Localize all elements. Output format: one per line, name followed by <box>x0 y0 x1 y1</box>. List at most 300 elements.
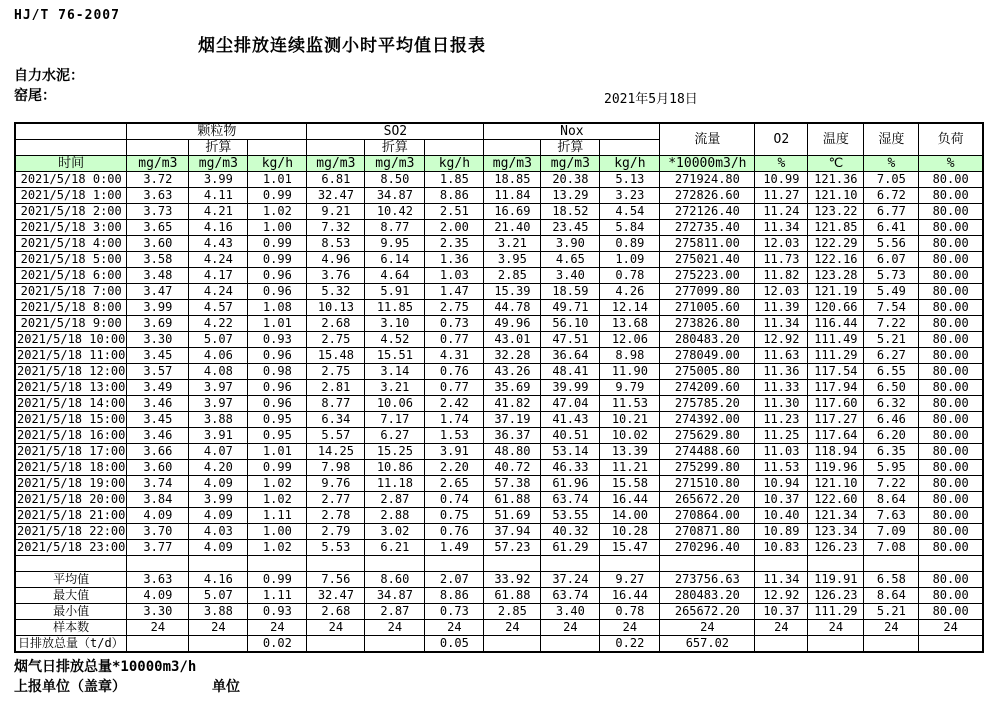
data-cell: 270871.80 <box>660 524 755 540</box>
empty-cell <box>484 556 541 572</box>
summary-value-cell: 8.86 <box>425 588 484 604</box>
data-cell: 121.34 <box>808 508 864 524</box>
summary-value-cell: 37.24 <box>541 572 600 588</box>
data-cell: 11.36 <box>755 364 808 380</box>
data-cell: 126.23 <box>808 540 864 556</box>
data-cell: 8.53 <box>307 236 365 252</box>
data-cell: 4.26 <box>600 284 660 300</box>
table-row <box>15 540 983 556</box>
data-cell: 10.89 <box>755 524 808 540</box>
data-cell: 80.00 <box>919 332 983 348</box>
blank-cell <box>600 140 660 156</box>
empty-cell <box>541 556 600 572</box>
data-cell: 32.47 <box>307 188 365 204</box>
data-cell: 3.57 <box>127 364 189 380</box>
data-cell: 3.47 <box>127 284 189 300</box>
summary-value-cell: 1.11 <box>248 588 307 604</box>
summary-value-cell: 24 <box>919 620 983 636</box>
summary-value-cell: 0.02 <box>248 636 307 653</box>
data-cell: 3.76 <box>307 268 365 284</box>
blank-cell <box>307 140 365 156</box>
data-cell: 3.21 <box>365 380 425 396</box>
data-cell: 121.10 <box>808 188 864 204</box>
summary-value-cell: 2.07 <box>425 572 484 588</box>
data-cell: 10.37 <box>755 492 808 508</box>
unit-cell: % <box>864 156 919 172</box>
data-cell: 51.69 <box>484 508 541 524</box>
data-cell: 4.24 <box>189 284 248 300</box>
data-cell: 1.53 <box>425 428 484 444</box>
data-cell: 8.50 <box>365 172 425 188</box>
summary-value-cell: 24 <box>484 620 541 636</box>
data-cell: 11.90 <box>600 364 660 380</box>
data-cell: 7.54 <box>864 300 919 316</box>
data-cell: 2.75 <box>425 300 484 316</box>
data-cell: 36.37 <box>484 428 541 444</box>
site-label: 窑尾： <box>14 88 56 104</box>
data-cell: 118.94 <box>808 444 864 460</box>
data-cell: 80.00 <box>919 220 983 236</box>
data-cell: 6.32 <box>864 396 919 412</box>
data-cell: 2.68 <box>307 316 365 332</box>
data-cell: 3.14 <box>365 364 425 380</box>
time-cell: 2021/5/18 15:00 <box>17 412 126 426</box>
data-cell: 4.17 <box>189 268 248 284</box>
data-cell: 120.66 <box>808 300 864 316</box>
data-cell: 3.97 <box>189 380 248 396</box>
empty-cell <box>755 556 808 572</box>
table-row <box>15 236 983 252</box>
table-row <box>15 444 983 460</box>
data-cell: 2.87 <box>365 492 425 508</box>
table-row <box>15 380 983 396</box>
data-cell: 275629.80 <box>660 428 755 444</box>
summary-row <box>15 572 983 588</box>
data-cell: 1.01 <box>248 172 307 188</box>
data-cell: 80.00 <box>919 204 983 220</box>
data-cell: 15.47 <box>600 540 660 556</box>
data-cell: 63.74 <box>541 492 600 508</box>
data-cell: 6.77 <box>864 204 919 220</box>
data-cell: 15.48 <box>307 348 365 364</box>
data-cell: 123.34 <box>808 524 864 540</box>
data-cell: 4.64 <box>365 268 425 284</box>
data-cell: 10.83 <box>755 540 808 556</box>
data-cell: 0.96 <box>248 268 307 284</box>
data-cell: 3.99 <box>189 492 248 508</box>
sub-converted-so2: 折算 <box>365 140 425 156</box>
data-cell: 1.09 <box>600 252 660 268</box>
units-row <box>15 156 983 172</box>
report-table <box>14 122 984 653</box>
page-title: 烟尘排放连续监测小时平均值日报表 <box>198 36 486 56</box>
summary-value-cell: 3.40 <box>541 604 600 620</box>
summary-value-cell <box>127 636 189 653</box>
data-cell: 11.34 <box>755 220 808 236</box>
data-cell: 14.00 <box>600 508 660 524</box>
data-cell: 1.02 <box>248 476 307 492</box>
data-cell: 1.02 <box>248 204 307 220</box>
data-cell: 6.35 <box>864 444 919 460</box>
time-cell: 2021/5/18 18:00 <box>17 460 126 474</box>
time-header-cell: 时间 <box>15 156 127 172</box>
data-cell: 12.06 <box>600 332 660 348</box>
data-cell: 2.00 <box>425 220 484 236</box>
data-cell: 80.00 <box>919 284 983 300</box>
data-cell: 35.69 <box>484 380 541 396</box>
time-cell: 2021/5/18 17:00 <box>17 444 126 458</box>
data-cell: 122.60 <box>808 492 864 508</box>
group-particulate: 颗粒物 <box>127 123 307 140</box>
table-row <box>15 508 983 524</box>
summary-value-cell: 80.00 <box>919 588 983 604</box>
data-cell: 80.00 <box>919 300 983 316</box>
unit-cell: ℃ <box>808 156 864 172</box>
data-cell: 12.03 <box>755 284 808 300</box>
data-cell: 1.01 <box>248 444 307 460</box>
data-cell: 11.82 <box>755 268 808 284</box>
data-cell: 0.99 <box>248 236 307 252</box>
col-temperature: 温度 <box>808 123 864 156</box>
data-cell: 271510.80 <box>660 476 755 492</box>
data-cell: 11.27 <box>755 188 808 204</box>
summary-value-cell: 0.99 <box>248 572 307 588</box>
summary-value-cell: 80.00 <box>919 604 983 620</box>
data-cell: 4.52 <box>365 332 425 348</box>
data-cell: 274209.60 <box>660 380 755 396</box>
data-cell: 6.21 <box>365 540 425 556</box>
empty-cell <box>808 556 864 572</box>
summary-value-cell: 0.93 <box>248 604 307 620</box>
data-cell: 272826.60 <box>660 188 755 204</box>
summary-value-cell: 126.23 <box>808 588 864 604</box>
data-cell: 278049.00 <box>660 348 755 364</box>
data-cell: 1.03 <box>425 268 484 284</box>
table-row <box>15 460 983 476</box>
data-cell: 0.99 <box>248 460 307 476</box>
data-cell: 1.02 <box>248 540 307 556</box>
data-cell: 3.48 <box>127 268 189 284</box>
col-flow: 流量 <box>660 123 755 156</box>
summary-label-cell: 日排放总量（t/d） <box>15 636 127 653</box>
time-cell: 2021/5/18 14:00 <box>17 396 126 410</box>
data-cell: 1.85 <box>425 172 484 188</box>
data-cell: 80.00 <box>919 444 983 460</box>
time-cell: 2021/5/18 8:00 <box>15 300 127 316</box>
data-cell: 275005.80 <box>660 364 755 380</box>
summary-value-cell: 24 <box>248 620 307 636</box>
data-cell: 39.99 <box>541 380 600 396</box>
data-cell: 5.56 <box>864 236 919 252</box>
data-cell: 6.55 <box>864 364 919 380</box>
data-cell: 56.10 <box>541 316 600 332</box>
time-cell: 2021/5/18 12:00 <box>17 364 126 378</box>
summary-value-cell: 3.30 <box>127 604 189 620</box>
data-cell: 5.84 <box>600 220 660 236</box>
data-cell: 117.60 <box>808 396 864 412</box>
standard-code: HJ/T 76-2007 <box>14 8 120 23</box>
summary-value-cell: 34.87 <box>365 588 425 604</box>
time-cell: 2021/5/18 22:00 <box>17 524 126 538</box>
data-cell: 3.91 <box>189 428 248 444</box>
data-cell: 41.43 <box>541 412 600 428</box>
data-cell: 2.77 <box>307 492 365 508</box>
data-cell: 0.96 <box>248 348 307 364</box>
blank-cell <box>248 140 307 156</box>
data-cell: 2.51 <box>425 204 484 220</box>
summary-value-cell: 8.64 <box>864 588 919 604</box>
table-row <box>15 268 983 284</box>
empty-cell <box>660 556 755 572</box>
data-cell: 7.22 <box>864 316 919 332</box>
data-cell: 11.34 <box>755 316 808 332</box>
summary-value-cell: 7.56 <box>307 572 365 588</box>
unit-cell: mg/m3 <box>541 156 600 172</box>
summary-value-cell <box>307 636 365 653</box>
time-cell: 2021/5/18 6:00 <box>15 268 127 284</box>
data-cell: 277099.80 <box>660 284 755 300</box>
data-cell: 0.93 <box>248 332 307 348</box>
col-humidity: 湿度 <box>864 123 919 156</box>
data-cell: 4.65 <box>541 252 600 268</box>
summary-value-cell: 3.88 <box>189 604 248 620</box>
data-cell: 3.72 <box>127 172 189 188</box>
summary-row <box>15 620 983 636</box>
data-cell: 121.19 <box>808 284 864 300</box>
table-row <box>15 332 983 348</box>
data-cell: 37.94 <box>484 524 541 540</box>
data-cell: 43.26 <box>484 364 541 380</box>
data-cell: 116.44 <box>808 316 864 332</box>
summary-value-cell: 273756.63 <box>660 572 755 588</box>
data-cell: 4.07 <box>189 444 248 460</box>
data-cell: 0.77 <box>425 332 484 348</box>
data-cell: 274488.60 <box>660 444 755 460</box>
time-cell: 2021/5/18 3:00 <box>15 220 127 236</box>
data-cell: 0.96 <box>248 380 307 396</box>
data-cell: 280483.20 <box>660 332 755 348</box>
data-cell: 80.00 <box>919 412 983 428</box>
data-cell: 3.74 <box>127 476 189 492</box>
time-cell: 2021/5/18 13:00 <box>17 380 126 394</box>
empty-cell <box>919 556 983 572</box>
data-cell: 20.38 <box>541 172 600 188</box>
data-cell: 3.65 <box>127 220 189 236</box>
data-cell: 80.00 <box>919 460 983 476</box>
data-cell: 9.76 <box>307 476 365 492</box>
empty-cell <box>365 556 425 572</box>
data-cell: 3.77 <box>127 540 189 556</box>
data-cell: 3.60 <box>127 460 189 476</box>
company-label: 自力水泥： <box>14 68 84 84</box>
data-cell: 80.00 <box>919 492 983 508</box>
data-cell: 3.95 <box>484 252 541 268</box>
blank-cell <box>484 140 541 156</box>
col-o2: O2 <box>755 123 808 156</box>
data-cell: 0.98 <box>248 364 307 380</box>
summary-value-cell: 24 <box>600 620 660 636</box>
empty-cell <box>15 556 127 572</box>
time-cell: 2021/5/18 2:00 <box>15 204 127 220</box>
data-cell: 8.86 <box>425 188 484 204</box>
data-cell: 61.96 <box>541 476 600 492</box>
data-cell: 6.41 <box>864 220 919 236</box>
data-cell: 6.46 <box>864 412 919 428</box>
data-cell: 0.73 <box>425 316 484 332</box>
summary-value-cell: 111.29 <box>808 604 864 620</box>
data-cell: 3.45 <box>127 412 189 428</box>
data-cell: 8.64 <box>864 492 919 508</box>
data-cell: 3.21 <box>484 236 541 252</box>
data-cell: 2.88 <box>365 508 425 524</box>
data-cell: 4.20 <box>189 460 248 476</box>
summary-value-cell <box>864 636 919 653</box>
data-cell: 80.00 <box>919 428 983 444</box>
table-row <box>15 428 983 444</box>
data-cell: 0.89 <box>600 236 660 252</box>
summary-value-cell: 24 <box>307 620 365 636</box>
data-cell: 1.01 <box>248 316 307 332</box>
data-cell: 34.87 <box>365 188 425 204</box>
summary-value-cell: 33.92 <box>484 572 541 588</box>
data-cell: 4.24 <box>189 252 248 268</box>
data-cell: 5.07 <box>189 332 248 348</box>
summary-value-cell: 24 <box>808 620 864 636</box>
table-row <box>15 476 983 492</box>
blank-cell <box>127 140 189 156</box>
time-cell: 2021/5/18 19:00 <box>17 476 126 490</box>
header-group-row <box>15 123 983 140</box>
data-cell: 80.00 <box>919 172 983 188</box>
data-cell: 80.00 <box>919 252 983 268</box>
summary-value-cell: 24 <box>127 620 189 636</box>
data-cell: 5.13 <box>600 172 660 188</box>
summary-value-cell: 9.27 <box>600 572 660 588</box>
data-cell: 4.16 <box>189 220 248 236</box>
data-cell: 0.76 <box>425 364 484 380</box>
data-cell: 10.86 <box>365 460 425 476</box>
data-cell: 121.10 <box>808 476 864 492</box>
data-cell: 4.11 <box>189 188 248 204</box>
summary-value-cell: 24 <box>365 620 425 636</box>
data-cell: 122.16 <box>808 252 864 268</box>
data-cell: 271005.60 <box>660 300 755 316</box>
data-cell: 3.97 <box>189 396 248 412</box>
table-row <box>15 188 983 204</box>
spacer-row <box>15 556 983 572</box>
data-cell: 265672.20 <box>660 492 755 508</box>
data-cell: 4.57 <box>189 300 248 316</box>
col-load: 负荷 <box>919 123 983 156</box>
unit-cell: kg/h <box>248 156 307 172</box>
data-cell: 10.42 <box>365 204 425 220</box>
data-cell: 80.00 <box>919 476 983 492</box>
data-cell: 270296.40 <box>660 540 755 556</box>
summary-value-cell: 24 <box>660 620 755 636</box>
table-row <box>15 348 983 364</box>
data-cell: 53.14 <box>541 444 600 460</box>
summary-value-cell <box>808 636 864 653</box>
data-cell: 275811.00 <box>660 236 755 252</box>
data-cell: 16.69 <box>484 204 541 220</box>
data-cell: 2.75 <box>307 332 365 348</box>
summary-value-cell <box>189 636 248 653</box>
data-cell: 0.95 <box>248 412 307 428</box>
data-cell: 6.27 <box>365 428 425 444</box>
data-cell: 1.08 <box>248 300 307 316</box>
time-cell: 2021/5/18 1:00 <box>15 188 127 204</box>
data-cell: 271924.80 <box>660 172 755 188</box>
data-cell: 9.95 <box>365 236 425 252</box>
data-cell: 80.00 <box>919 380 983 396</box>
data-cell: 53.55 <box>541 508 600 524</box>
data-cell: 11.23 <box>755 412 808 428</box>
data-cell: 4.31 <box>425 348 484 364</box>
data-cell: 272735.40 <box>660 220 755 236</box>
data-cell: 272126.40 <box>660 204 755 220</box>
data-cell: 0.74 <box>425 492 484 508</box>
data-cell: 2.35 <box>425 236 484 252</box>
data-cell: 1.49 <box>425 540 484 556</box>
data-cell: 10.06 <box>365 396 425 412</box>
data-cell: 80.00 <box>919 316 983 332</box>
data-cell: 15.39 <box>484 284 541 300</box>
data-cell: 80.00 <box>919 524 983 540</box>
data-cell: 3.73 <box>127 204 189 220</box>
summary-value-cell: 10.37 <box>755 604 808 620</box>
data-cell: 61.29 <box>541 540 600 556</box>
data-cell: 3.58 <box>127 252 189 268</box>
data-cell: 10.02 <box>600 428 660 444</box>
summary-value-cell <box>541 636 600 653</box>
data-cell: 14.25 <box>307 444 365 460</box>
data-cell: 6.34 <box>307 412 365 428</box>
data-cell: 7.98 <box>307 460 365 476</box>
data-cell: 80.00 <box>919 236 983 252</box>
data-cell: 1.02 <box>248 492 307 508</box>
data-cell: 12.14 <box>600 300 660 316</box>
data-cell: 3.45 <box>127 348 189 364</box>
data-cell: 3.30 <box>127 332 189 348</box>
summary-value-cell: 280483.20 <box>660 588 755 604</box>
data-cell: 11.39 <box>755 300 808 316</box>
summary-value-cell: 24 <box>755 620 808 636</box>
data-cell: 13.39 <box>600 444 660 460</box>
summary-row <box>15 604 983 620</box>
time-cell: 2021/5/18 0:00 <box>15 172 127 188</box>
data-cell: 123.28 <box>808 268 864 284</box>
data-cell: 3.99 <box>127 300 189 316</box>
data-cell: 9.21 <box>307 204 365 220</box>
data-cell: 3.23 <box>600 188 660 204</box>
summary-value-cell: 24 <box>541 620 600 636</box>
data-cell: 43.01 <box>484 332 541 348</box>
data-cell: 4.09 <box>189 508 248 524</box>
data-cell: 2.79 <box>307 524 365 540</box>
data-cell: 0.78 <box>600 268 660 284</box>
summary-value-cell: 0.73 <box>425 604 484 620</box>
data-cell: 13.29 <box>541 188 600 204</box>
data-cell: 4.09 <box>189 540 248 556</box>
data-cell: 10.40 <box>755 508 808 524</box>
unit-cell: mg/m3 <box>127 156 189 172</box>
data-cell: 8.77 <box>307 396 365 412</box>
summary-value-cell: 0.05 <box>425 636 484 653</box>
data-cell: 80.00 <box>919 508 983 524</box>
data-cell: 11.53 <box>600 396 660 412</box>
summary-value-cell: 6.58 <box>864 572 919 588</box>
summary-value-cell: 4.16 <box>189 572 248 588</box>
